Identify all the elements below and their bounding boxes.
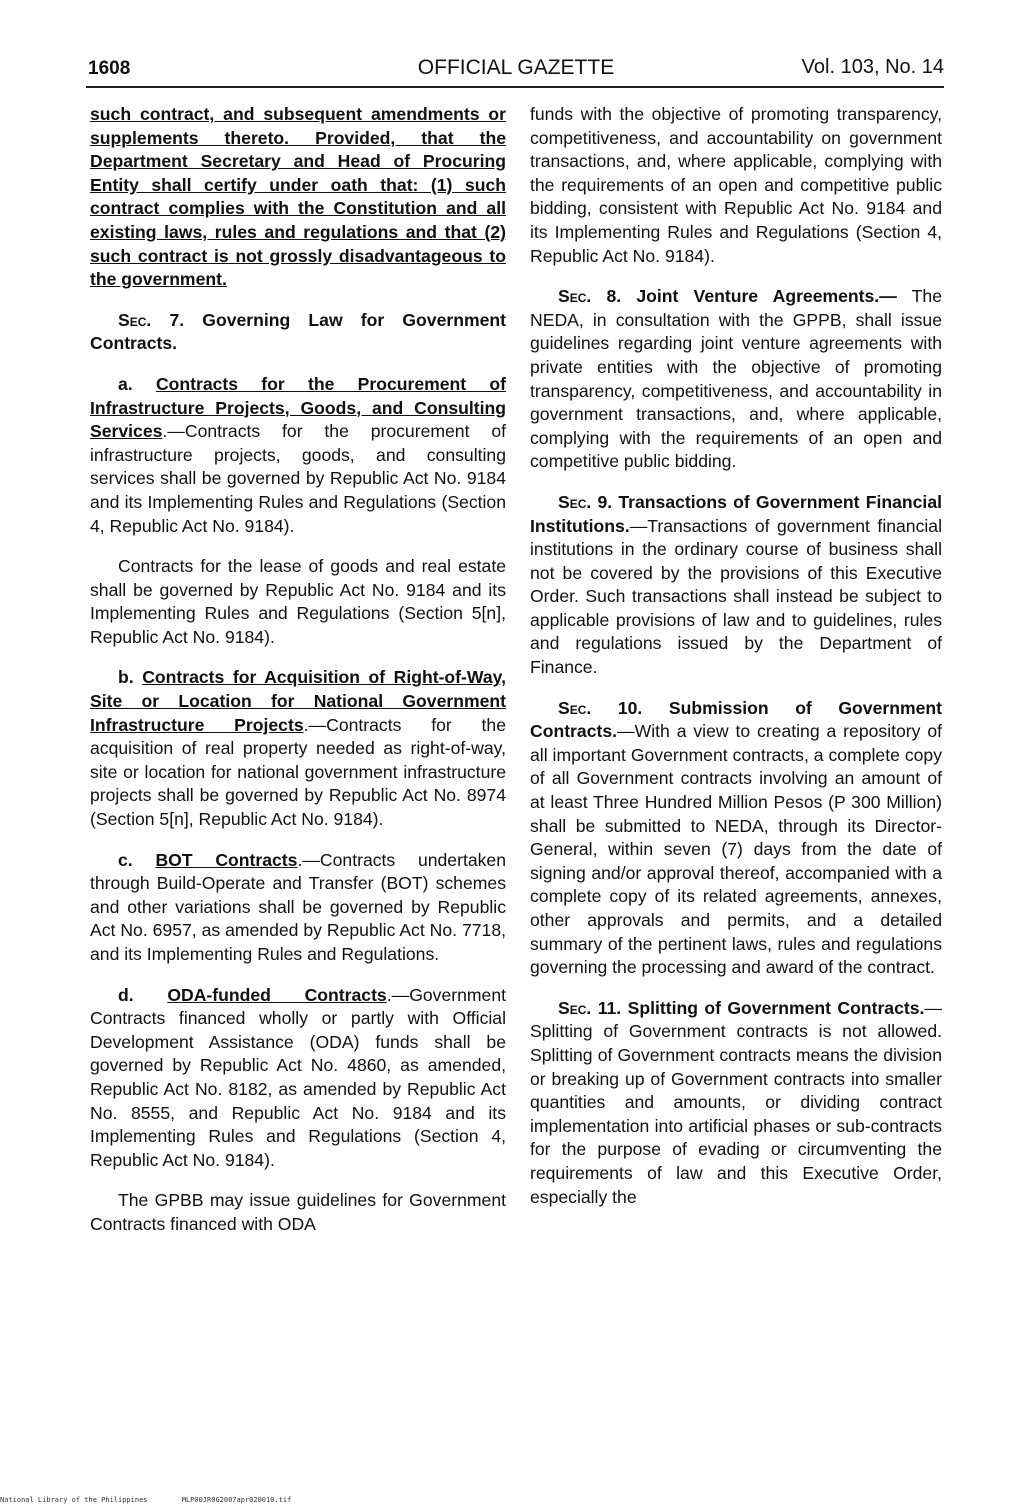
clause-b — [90, 666, 506, 831]
clause-title: ODA-funded Contracts — [167, 984, 387, 1005]
clause-body: .—Contracts undertaken through Build-Operate and Transfer (BOT) schemes and other variations shall be governed by Republic Act No. 6957, as amended by Republic Act No. 7718, and its Implementing Rules and Regulations. — [90, 849, 506, 964]
section-9 — [530, 491, 942, 680]
proviso-paragraph — [90, 103, 506, 292]
page-header — [88, 56, 944, 86]
page-number: 1608 — [88, 58, 131, 79]
section-body: —Splitting of Government contracts is not allowed. Splitting of Government contracts means the division or breaking up of Government contracts into smaller quantities and amounts, or dividing contract implementation into artificial phases or sub-contracts for the purpose of evading or circumventing the requirements of law and this Executive Order, especially the — [530, 997, 942, 1207]
section-title: Transactions of Government Financial Institutions. — [530, 491, 942, 536]
section-title: Joint Venture Agreements.— — [636, 286, 897, 307]
section-label: Sec. 10. — [558, 697, 643, 718]
clause-label: c. — [118, 849, 133, 870]
library-credit: National Library of the Philippines — [0, 1496, 148, 1504]
section-title: Splitting of Government Contracts. — [627, 997, 925, 1018]
right-column — [530, 103, 942, 1226]
clause-title: BOT Contracts — [155, 849, 298, 870]
clause-body: .—Government Contracts financed wholly or partly with Official Development Assistance (ODA) funds shall be governed by Republic Act No. 4860, as amended, Republic Act No. 8182, as amended by Republic Act No. 8555, and Republic Act No. 9184 and its Implementing Rules and Regulations (Section 4, Republic Act No. 9184). — [90, 984, 507, 1170]
clause-body: .—Contracts for the acquisition of real property needed as right-of-way, site or location for national government infrastructure projects shall be governed by Republic Act No. 8974 (Section 5[n], Republic Act No. 9184). — [90, 714, 506, 830]
section-body: —With a view to creating a repository of all important Government contracts, a complete copy of all Government contracts involving an amount of at least Three Hundred Million Pesos (P 300 Million) shall be submitted to NEDA, through its Director-General, within seven (7) days from the date of signing and/or approval thereof, accompanied with a complete copy of its related agreements, annexes, other approvals and permits, and a detailed summary of the pertinent laws, rules and regulations governing the processing and award of the contract. — [530, 721, 942, 978]
clause-a — [90, 373, 506, 538]
clause-body: .—Contracts for the procurement of infrastructure projects, goods, and consulting services shall be governed by Republic Act No. 9184 and its Implementing Rules and Regulations (Section 4, Republic Act No. 9184). — [90, 421, 506, 536]
section-label: Sec. 7. — [118, 309, 185, 330]
continuation-paragraph: funds with the objective of promoting transparency, competitiveness, and accountability on government transactions, and, where applicable, complying with the requirements of an open and competitive public bidding, consistent with Republic Act No. 9184 and its Implementing Rules and Regulations (Section 4, Republic Act No. 9184). — [530, 104, 942, 266]
section-11 — [530, 997, 942, 1209]
volume-number: Vol. 103, No. 14 — [801, 56, 944, 78]
scan-footer — [0, 1496, 321, 1504]
clause-title: Contracts for Acquisition of Right-of-Way, Site or Location for National Government Infrastructure Projects — [90, 667, 506, 735]
section-10 — [530, 697, 942, 980]
section-body: The NEDA, in consultation with the GPPB, shall issue guidelines regarding joint venture agreements with private entities with the objective of promoting transparency, competitiveness, and accountability in government transactions, and, where applicable, complying with the requirements of an open and competitive public bidding. — [530, 286, 942, 472]
gppb-paragraph: The GPBB may issue guidelines for Government Contracts financed with ODA — [90, 1190, 506, 1234]
clause-label: a. — [118, 373, 133, 394]
section-label: Sec. 9. — [558, 491, 613, 512]
publication-title: OFFICIAL GAZETTE — [417, 56, 615, 79]
lease-paragraph: Contracts for the lease of goods and real estate shall be governed by Republic Act No. 9184 and its Implementing Rules and Regulations (Section 5[n], Republic Act No. 9184). — [90, 556, 506, 647]
section-7-heading — [90, 309, 506, 356]
section-title: Submission of Government Contracts. — [530, 697, 942, 742]
clause-d — [90, 984, 506, 1173]
section-8 — [530, 285, 942, 474]
clause-label: d. — [118, 984, 134, 1005]
clause-c — [90, 849, 506, 967]
section-label: Sec. 11. — [558, 997, 622, 1018]
proviso-text: such contract, and subsequent amendments or supplements thereto. Provided, that the Department Secretary and Head of Procuring Entity shall certify under oath that: (1) such contract complies with the Constitution and all existing laws, rules and regulations and that (2) such contract is not grossly disadvantageous to the government. — [90, 104, 506, 290]
section-title: Governing Law for Government Contracts. — [90, 309, 506, 354]
header-rule — [86, 86, 944, 88]
section-label: Sec. 8. — [558, 286, 622, 307]
file-name: MLP00JR0G2007apr020010.tif — [181, 1496, 292, 1504]
left-column — [90, 103, 506, 1254]
clause-title: Contracts for the Procurement of Infrastructure Projects, Goods, and Consulting Services — [90, 373, 506, 442]
section-body: —Transactions of government financial institutions in the ordinary course of business shall not be covered by the provisions of this Executive Order. Such transactions shall instead be subject to applicable provisions of law and to guidelines, rules and regulations issued by the Department of Finance. — [530, 515, 942, 678]
clause-label: b. — [118, 667, 134, 688]
